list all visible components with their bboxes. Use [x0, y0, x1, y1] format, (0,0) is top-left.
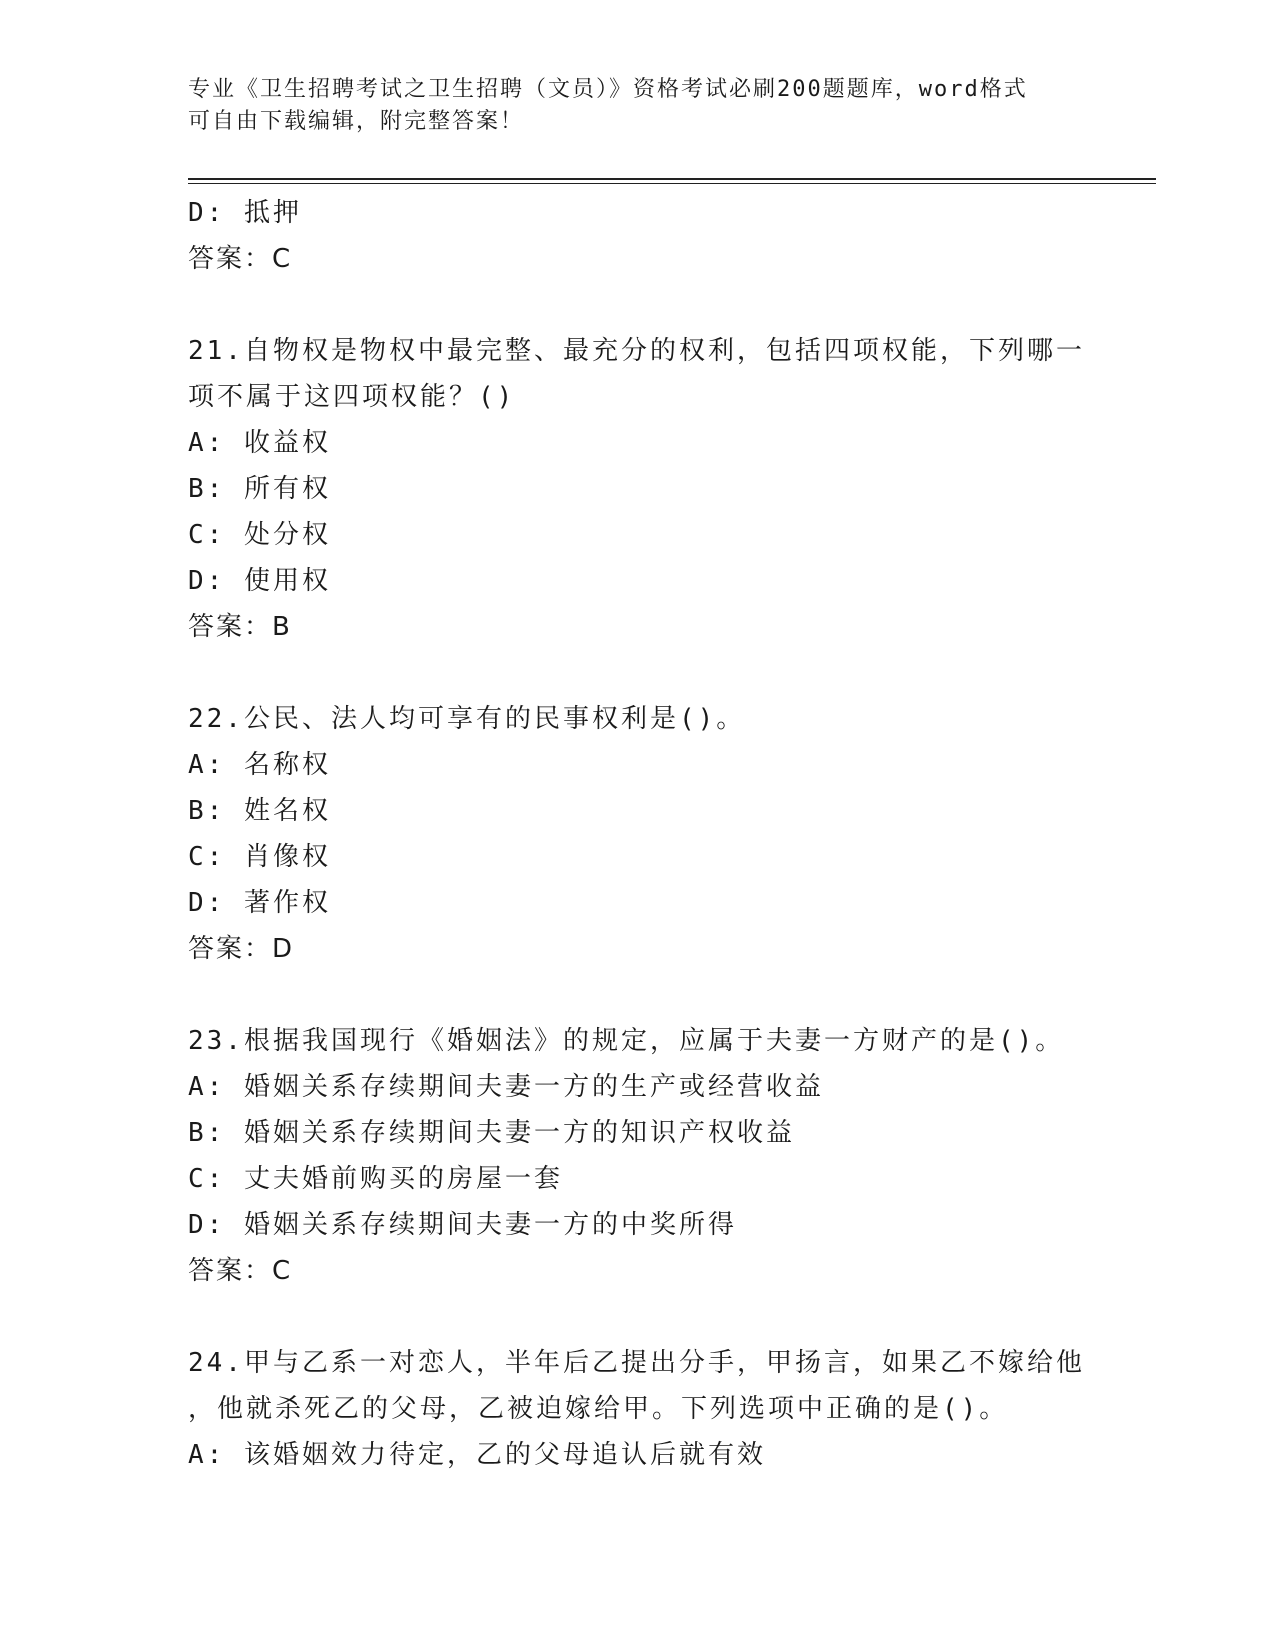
- question-stem-continued: 项不属于这四项权能？(): [188, 382, 516, 412]
- option-a: A: 收益权: [188, 428, 331, 458]
- question-21: [188, 328, 1088, 650]
- option-b: B: 所有权: [188, 474, 331, 504]
- question-stem: 22.公民、法人均可享有的民事权利是()。: [188, 704, 746, 734]
- question-stem: 24.甲与乙系一对恋人，半年后乙提出分手，甲扬言，如果乙不嫁给他: [188, 1348, 1085, 1378]
- option-d: D: 著作权: [188, 888, 331, 918]
- option-c: C: 处分权: [188, 520, 331, 550]
- question-24: [188, 1340, 1088, 1478]
- spacer: [188, 1294, 1088, 1340]
- header-divider-thick: [188, 178, 1156, 180]
- answer: 答案：C: [188, 1256, 293, 1286]
- question-stem: 23.根据我国现行《婚姻法》的规定，应属于夫妻一方财产的是()。: [188, 1026, 1065, 1056]
- question-23: [188, 1018, 1088, 1294]
- question-list: [188, 190, 1088, 1478]
- header-line-1: 专业《卫生招聘考试之卫生招聘（文员）》资格考试必刷200题题库，word格式: [188, 77, 1028, 102]
- option-b: B: 婚姻关系存续期间夫妻一方的知识产权收益: [188, 1118, 795, 1148]
- option-a: A: 名称权: [188, 750, 331, 780]
- option-b: B: 姓名权: [188, 796, 331, 826]
- spacer: [188, 972, 1088, 1018]
- option-d: D: 使用权: [188, 566, 331, 596]
- option-d: D: 婚姻关系存续期间夫妻一方的中奖所得: [188, 1210, 737, 1240]
- answer: 答案：C: [188, 244, 293, 274]
- option-a: A: 该婚姻效力待定，乙的父母追认后就有效: [188, 1440, 766, 1470]
- question-stem-continued: ，他就杀死乙的父母，乙被迫嫁给甲。下列选项中正确的是()。: [188, 1394, 1009, 1424]
- question-22: [188, 696, 1088, 972]
- spacer: [188, 282, 1088, 328]
- header-divider-thin: [188, 183, 1156, 184]
- document-header: [188, 74, 1068, 138]
- question-stem: 21.自物权是物权中最完整、最充分的权利，包括四项权能，下列哪一: [188, 336, 1085, 366]
- header-line-2: 可自由下载编辑，附完整答案！: [188, 109, 525, 134]
- answer: 答案：D: [188, 934, 295, 964]
- question-20-tail: [188, 190, 1088, 282]
- option-c: C: 肖像权: [188, 842, 331, 872]
- answer: 答案：B: [188, 612, 292, 642]
- option-d: D: 抵押: [188, 198, 302, 228]
- option-a: A: 婚姻关系存续期间夫妻一方的生产或经营收益: [188, 1072, 824, 1102]
- option-c: C: 丈夫婚前购买的房屋一套: [188, 1164, 563, 1194]
- spacer: [188, 650, 1088, 696]
